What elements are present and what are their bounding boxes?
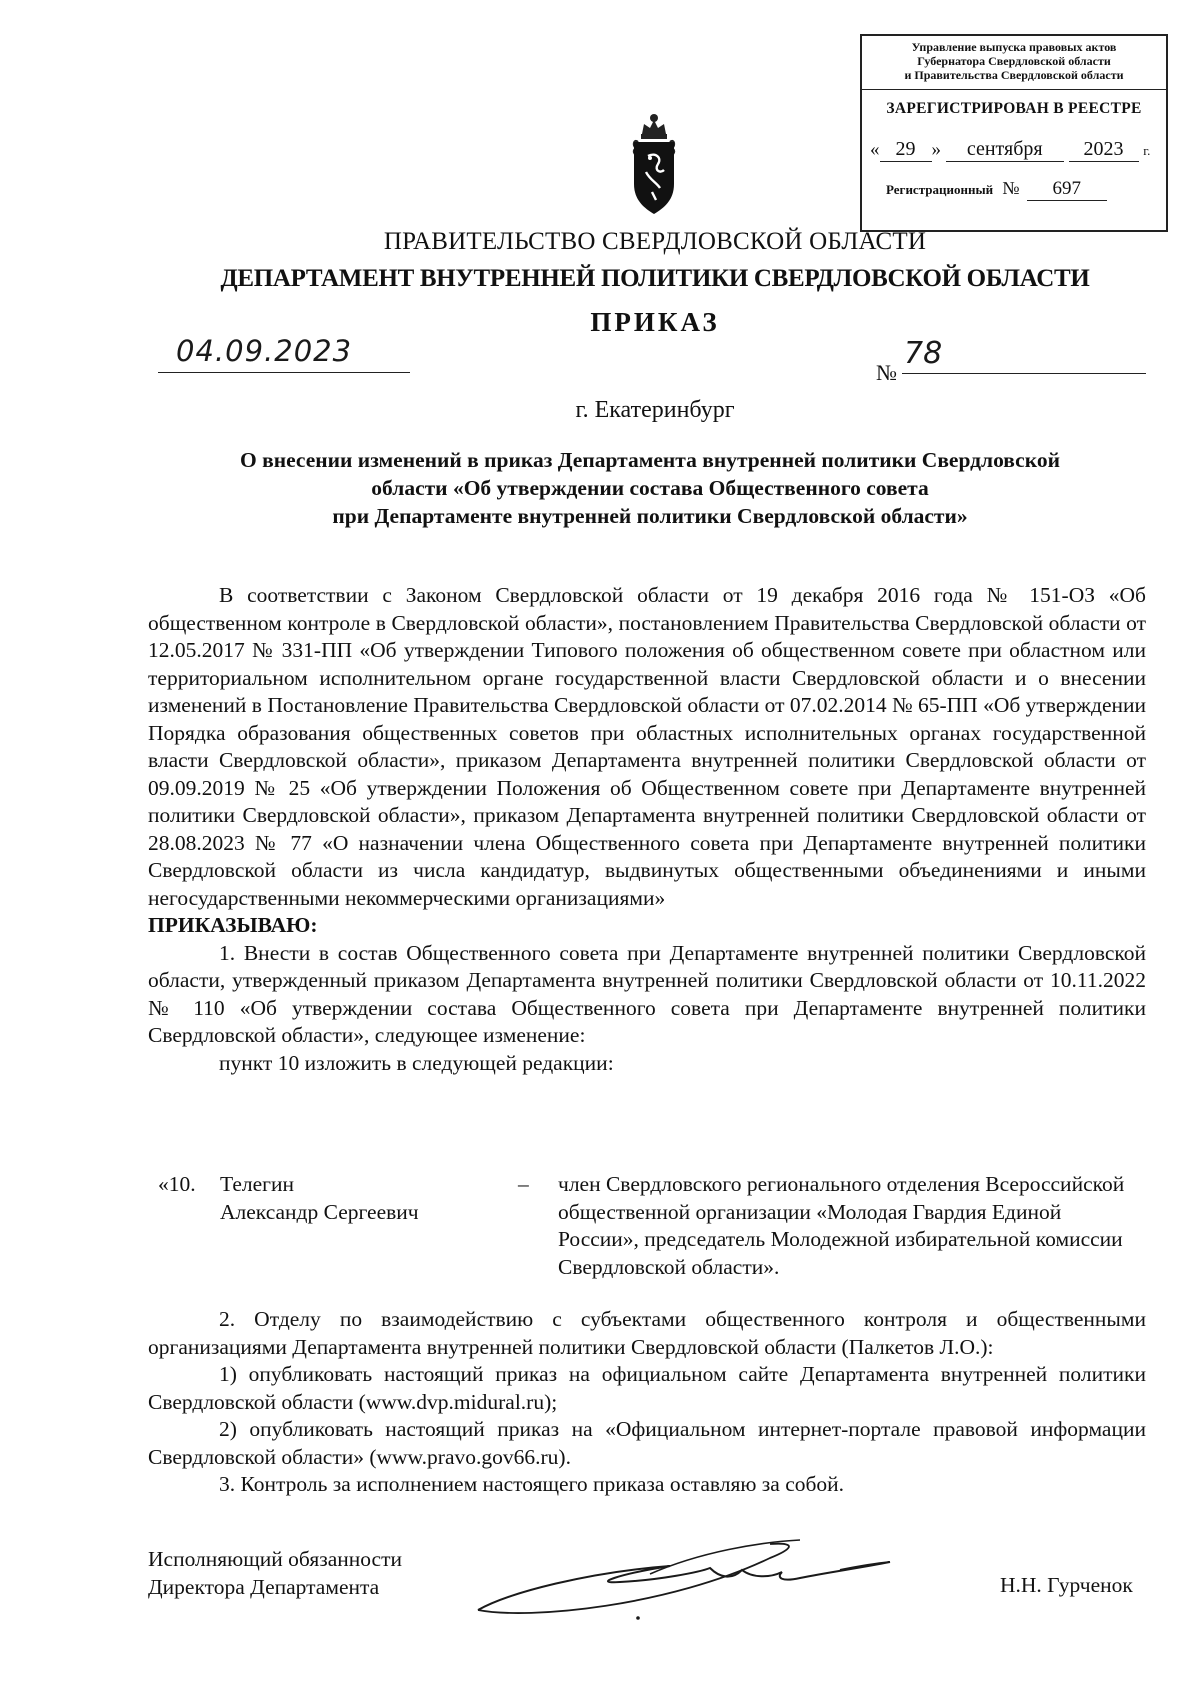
document-body: [148, 582, 1146, 1077]
member-given-names: Александр Сергеевич: [220, 1199, 419, 1224]
handwritten-number: 78: [904, 336, 943, 371]
title-line-3: при Департаменте внутренней политики Свердловской области»: [332, 504, 968, 528]
date-underline: [158, 372, 410, 373]
signatory-name: Н.Н. Гурченок: [1000, 1573, 1133, 1597]
stamp-org-line-1: Управление выпуска правовых актов: [911, 40, 1117, 54]
title-line-2: области «Об утверждении состава Общественного совета: [371, 476, 929, 500]
document-title: [180, 446, 1120, 530]
number-label: №: [876, 360, 897, 385]
stamp-reg-label: Регистрационный: [886, 182, 994, 197]
document-type: ПРИКАЗ: [590, 307, 720, 337]
number-underline: [902, 373, 1146, 374]
stamp-date: [862, 138, 1166, 162]
item-3-paragraph: 3. Контроль за исполнением настоящего приказа оставляю за собой.: [219, 1472, 845, 1496]
item-2-1-paragraph: 1) опубликовать настоящий приказ на официальном сайте Департамента внутренней политики Свердловской области (www.dvp.midural.ru);: [148, 1362, 1146, 1414]
member-number: «10.: [158, 1172, 196, 1196]
government-name: ПРАВИТЕЛЬСТВО СВЕРДЛОВСКОЙ ОБЛАСТИ: [383, 228, 927, 255]
stamp-month: сентября: [946, 138, 1064, 162]
stamp-year: 2023: [1069, 138, 1139, 162]
stamp-org-line-2: Губернатора Свердловской области: [917, 54, 1111, 68]
item-1-sub-paragraph: пункт 10 изложить в следующей редакции:: [219, 1050, 614, 1075]
handwritten-signature: [470, 1522, 930, 1622]
registry-stamp: [860, 34, 1168, 232]
coat-of-arms-icon: [626, 112, 682, 216]
stamp-org-line-3: и Правительства Свердловской области: [904, 68, 1124, 82]
stamp-title: ЗАРЕГИСТРИРОВАН В РЕЕСТРЕ: [886, 100, 1142, 117]
stamp-year-suffix: г.: [1143, 143, 1151, 158]
handwritten-date: 04.09.2023: [176, 334, 353, 368]
stamp-day: 29: [880, 138, 932, 162]
position-line-2: Директора Департамента: [148, 1575, 380, 1599]
preamble-paragraph: В соответствии с Законом Свердловской области от 19 декабря 2016 года № 151-ОЗ «Об общественном контроле в Свердловской области», постановлением Правительства Свердловской области от 12.05.2017 № 331-ПП «Об утверждении Типового положения об общественном совете при областном или территориальном исполнительном органе государственной власти Свердловской области и о внесении изменений в Постановление Правительства Свердловской области от 07.02.2014 № 65-ПП «Об утверждении Порядка образования общественных советов при областных исполнительных органах государственной власти Свердловской области», приказом Департамента внутренней политики Свердловской области от 09.09.2019 № 25 «Об утверждении Положения об Общественном совете при Департаменте внутренней политики Свердловской области», приказом Департамента внутренней политики Свердловской области от 28.08.2023 № 77 «О назначении члена Общественного совета при Департаменте внутренней политики Свердловской области из числа кандидатур, выдвинутых общественными объединениями и иными негосударственными некоммерческими организациями»: [148, 583, 1146, 910]
order-word: ПРИКАЗЫВАЮ:: [148, 913, 318, 937]
stamp-organization: [862, 36, 1166, 90]
item-1-paragraph: 1. Внести в состав Общественного совета при Департаменте внутренней политики Свердловской области, утвержденный приказом Департамента внутренней политики Свердловской области от 10.11.2022 № 110 «Об утверждении состава Общественного совета при Департаменте внутренней политики Свердловской области», следующее изменение:: [148, 940, 1146, 1047]
item-2-2-paragraph: 2) опубликовать настоящий приказ на «Официальном интернет-портале правовой информации Свердловской области» (www.pravo.gov66.ru).: [148, 1417, 1146, 1469]
stamp-open-quote: «: [870, 139, 880, 160]
member-name: [220, 1171, 480, 1226]
member-dash: –: [518, 1172, 529, 1196]
stamp-reg-number: 697: [1027, 178, 1107, 201]
department-name: ДЕПАРТАМЕНТ ВНУТРЕННЕЙ ПОЛИТИКИ СВЕРДЛОВСКОЙ ОБЛАСТИ: [220, 265, 1090, 292]
signatory-position: [148, 1545, 402, 1601]
stamp-close-quote: »: [931, 139, 941, 160]
member-description: член Свердловского регионального отделения Всероссийской общественной организации «Молодая Гвардия Единой России», председатель Молодежной избирательной комиссии Свердловской области».: [558, 1172, 1125, 1279]
title-line-1: О внесении изменений в приказ Департамента внутренней политики Свердловской: [240, 448, 1060, 472]
stamp-registration: [862, 178, 1166, 201]
document-body-continued: [148, 1306, 1146, 1499]
member-surname: Телегин: [220, 1172, 294, 1196]
item-2-paragraph: 2. Отделу по взаимодействию с субъектами общественного контроля и общественными организациями Департамента внутренней политики Свердловской области (Палкетов Л.О.):: [148, 1307, 1146, 1359]
position-line-1: Исполняющий обязанности: [148, 1547, 402, 1571]
stamp-reg-no-sign: №: [1002, 178, 1020, 198]
city: г. Екатеринбург: [575, 397, 735, 423]
